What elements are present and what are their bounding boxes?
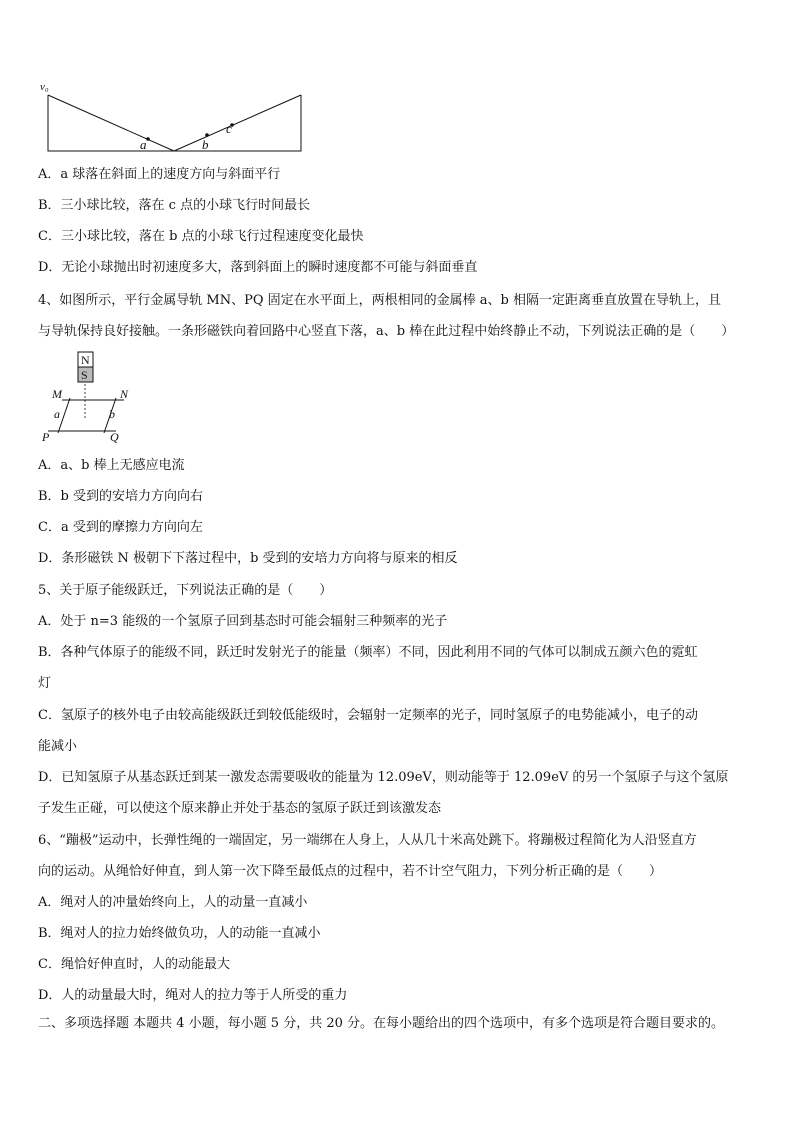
left-incline	[48, 95, 174, 151]
q3-option-d: D．无论小球抛出时初速度多大，落到斜面上的瞬时速度都不可能与斜面垂直	[38, 260, 478, 275]
q4-option-c: C．a 受到的摩擦力方向向左	[38, 520, 203, 535]
label-p: P	[42, 430, 50, 444]
label-c: c	[226, 121, 232, 136]
incline-figure	[40, 78, 305, 154]
magnet-rail-figure	[40, 350, 140, 446]
label-a: a	[140, 137, 147, 152]
q5-option-c-line2: 能减小	[38, 739, 78, 754]
q4-option-d: D．条形磁铁 N 极朝下下落过程中，b 受到的安培力方向将与原来的相反	[38, 551, 458, 566]
label-rod-a: a	[54, 407, 60, 421]
q4-stem-line1: 4、如图所示，平行金属导轨 MN、PQ 固定在水平面上，两根相同的金属棒 a、b 相隔一定距离垂直放置在导轨上，且	[38, 293, 721, 308]
q5-option-d-line1: D．已知氢原子从基态跃迁到某一激发态需要吸收的能量为 12.09eV，则动能等于 12.09eV 的另一个氢原子与这个氢原	[38, 770, 729, 785]
q3-option-b: B．三小球比较，落在 c 点的小球飞行时间最长	[38, 198, 311, 213]
right-incline	[174, 95, 301, 151]
q6-stem-line1: 6、“蹦极”运动中，长弹性绳的一端固定，另一端绑在人身上，人从几十米高处跳下。将蹦极过程简化为人沿竖直方	[38, 833, 697, 848]
q5-option-b-line2: 灯	[38, 676, 52, 691]
q5-option-c-line1: C．氢原子的核外电子由较高能级跃迁到较低能级时，会辐射一定频率的光子，同时氢原子的电势能减小，电子的动	[38, 708, 698, 723]
label-n: N	[120, 387, 129, 401]
magnet-s-label: S	[81, 368, 88, 382]
q6-option-b: B．绳对人的拉力始终做负功，人的动能一直减小	[38, 926, 321, 941]
q5-stem: 5、关于原子能级跃迁，下列说法正确的是（ ）	[38, 583, 333, 598]
label-q: Q	[110, 430, 119, 444]
label-m: M	[52, 387, 62, 401]
q5-option-b-line1: B．各种气体原子的能级不同，跃迁时发射光子的能量（频率）不同，因此利用不同的气体可以制成五颜六色的霓虹	[38, 645, 698, 660]
section-2-heading: 二、多项选择题 本题共 4 小题，每小题 5 分，共 20 分。在每小题给出的四个选项中，有多个选项是符合题目要求的。	[38, 1016, 725, 1031]
q5-option-a: A．处于 n=3 能级的一个氢原子回到基态时可能会辐射三种频率的光子	[38, 614, 448, 629]
q4-stem-line2: 与导轨保持良好接触。一条形磁铁向着回路中心竖直下落，a、b 棒在此过程中始终静止不动，下列说法正确的是（ ）	[38, 324, 735, 339]
label-rod-b: b	[109, 407, 115, 421]
magnet-n-label: N	[81, 353, 90, 367]
incline-outline	[48, 95, 301, 151]
label-b: b	[202, 137, 209, 152]
point-a	[146, 137, 150, 141]
q3-option-a: A．a 球落在斜面上的速度方向与斜面平行	[38, 167, 281, 182]
q5-option-d-line2: 子发生正碰，可以使这个原来静止并处于基态的氢原子跃迁到该激发态	[38, 801, 442, 816]
q6-stem-line2: 向的运动。从绳恰好伸直，到人第一次下降至最低点的过程中，若不计空气阻力，下列分析正确的是（ ）	[38, 864, 663, 879]
v0-label: v₀	[40, 81, 49, 93]
q3-option-c: C．三小球比较，落在 b 点的小球飞行过程速度变化最快	[38, 229, 364, 244]
q6-option-d: D．人的动量最大时，绳对人的拉力等于人所受的重力	[38, 988, 348, 1003]
q6-option-c: C．绳恰好伸直时，人的动能最大	[38, 957, 230, 972]
q6-option-a: A．绳对人的冲量始终向上，人的动量一直减小	[38, 895, 308, 910]
q4-option-b: B．b 受到的安培力方向向右	[38, 489, 204, 504]
q4-option-a: A．a、b 棒上无感应电流	[38, 458, 185, 473]
